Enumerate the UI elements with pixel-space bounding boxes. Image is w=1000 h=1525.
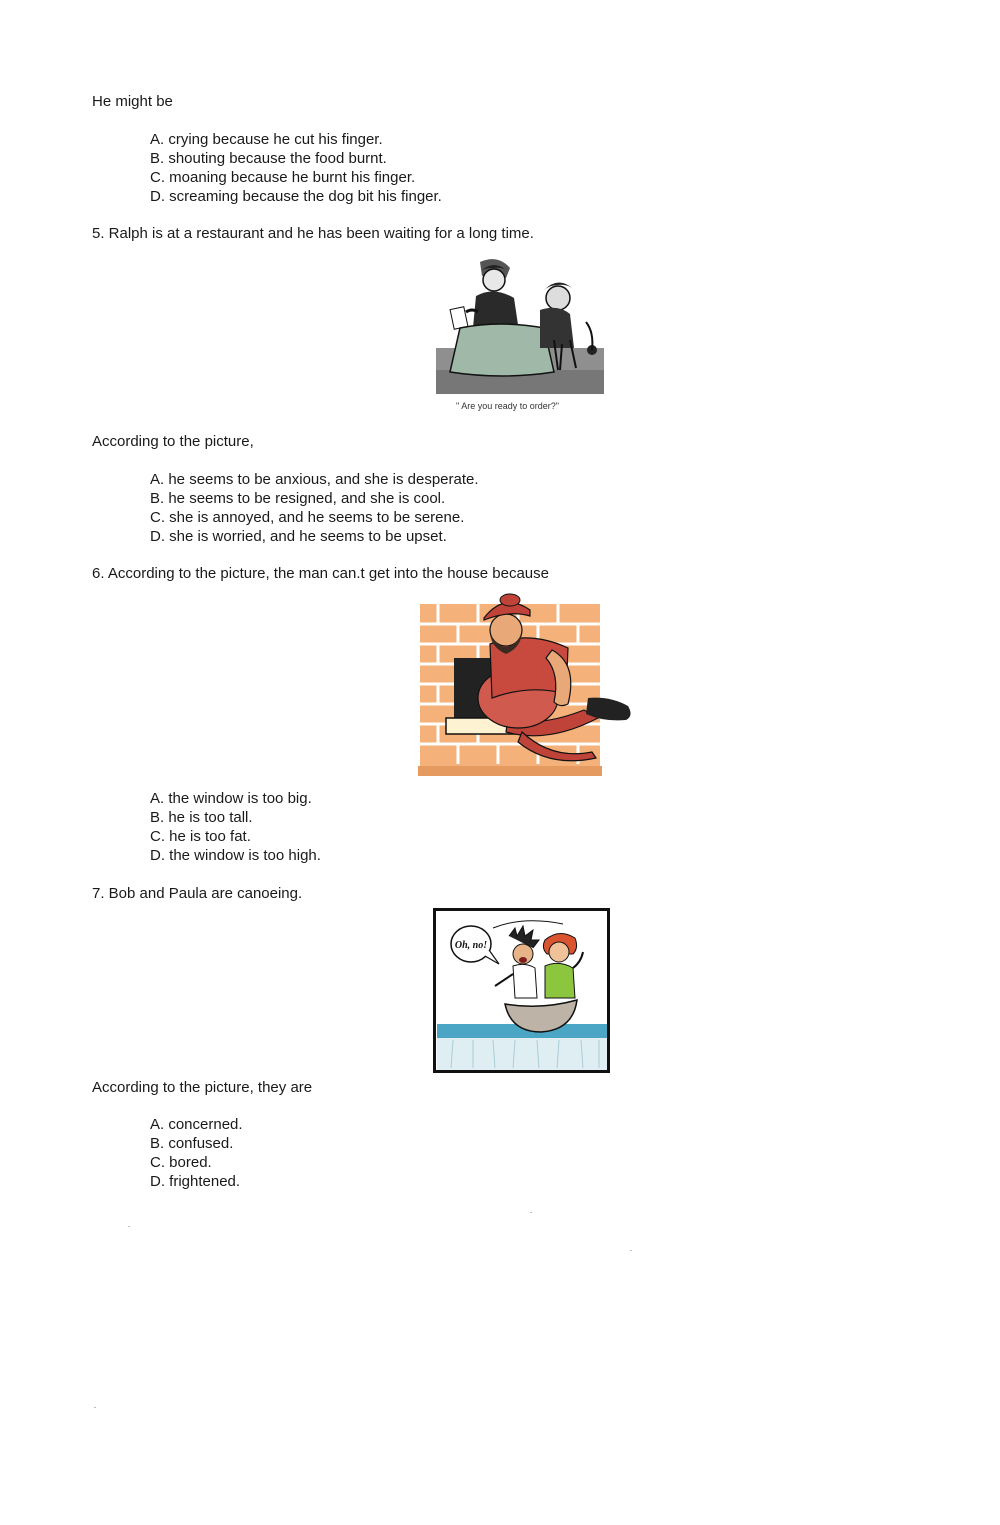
canoe-illustration [433, 908, 611, 1074]
q7-option-c: C. bored. [150, 1154, 212, 1171]
q4-stem: He might be [92, 93, 173, 110]
q7-stem: 7. Bob and Paula are canoeing. [92, 885, 303, 902]
q4-option-c: C. moaning because he burnt his finger. [150, 169, 416, 186]
scan-speck [94, 1407, 96, 1408]
q5-option-d: D. she is worried, and he seems to be upset. [150, 528, 447, 545]
speech-bubble-text: Oh, no! [454, 940, 488, 951]
q6-option-c: C. he is too fat. [150, 828, 251, 845]
scan-speck [630, 1250, 632, 1251]
q6-stem: 6. According to the picture, the man can.t get into the house because [92, 565, 549, 582]
q7-option-a: A. concerned. [150, 1116, 243, 1133]
restaurant-illustration [436, 252, 606, 396]
q4-options [150, 130, 442, 206]
q5-stem: 5. Ralph is at a restaurant and he has been waiting for a long time. [92, 225, 534, 242]
scan-speck [128, 1226, 130, 1227]
scan-speck [530, 1212, 532, 1213]
q5-prompt: According to the picture, [92, 433, 254, 450]
q5-option-b: B. he seems to be resigned, and she is cool. [150, 490, 446, 507]
restaurant-caption: " Are you ready to order?" [456, 401, 559, 411]
q6-option-b: B. he is too tall. [150, 809, 253, 826]
q5-options [150, 470, 479, 546]
q7-options [150, 1115, 243, 1191]
man-in-window-illustration [418, 590, 636, 778]
q7-prompt: According to the picture, they are [92, 1079, 313, 1096]
q4-option-d: D. screaming because the dog bit his finger. [150, 188, 442, 205]
q5-option-c: C. she is annoyed, and he seems to be serene. [150, 509, 465, 526]
q5-option-a: A. he seems to be anxious, and she is desperate. [150, 471, 479, 488]
q6-option-d: D. the window is too high. [150, 847, 321, 864]
q4-option-b: B. shouting because the food burnt. [150, 150, 387, 167]
q4-option-a: A. crying because he cut his finger. [150, 131, 383, 148]
q6-option-a: A. the window is too big. [150, 790, 312, 807]
q6-options [150, 789, 321, 865]
q7-option-d: D. frightened. [150, 1173, 241, 1190]
q7-option-b: B. confused. [150, 1135, 234, 1152]
